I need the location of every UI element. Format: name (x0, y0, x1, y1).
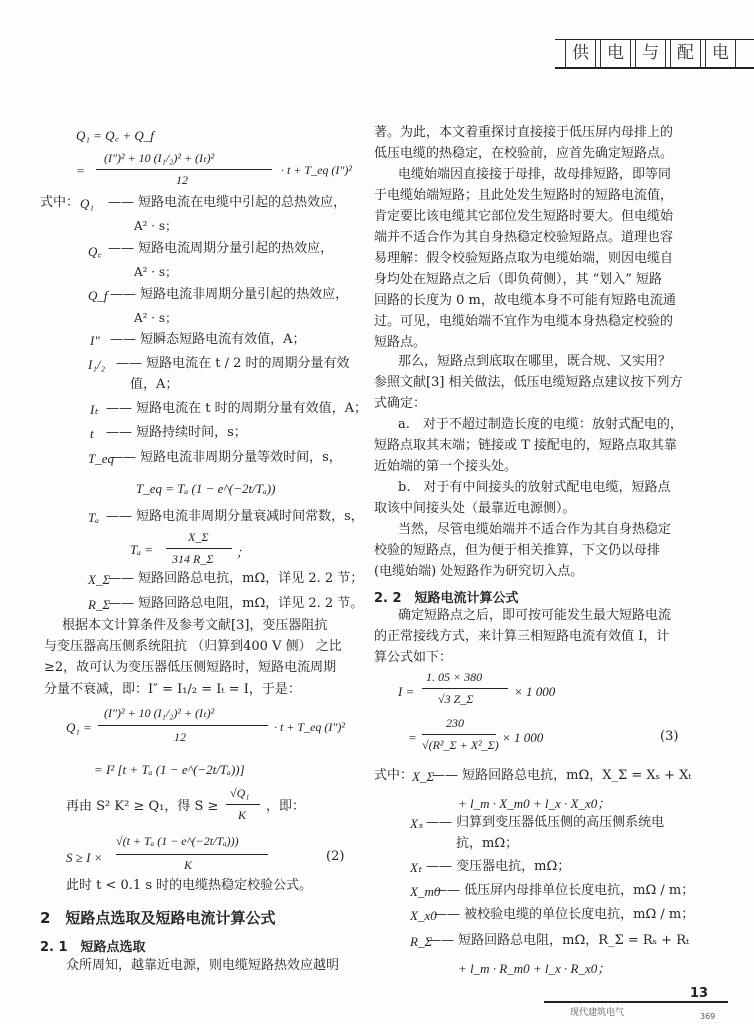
rdef-cont-rs: + l_m · R_m0 + l_x · R_x0； (458, 961, 611, 976)
right-para5-line2: 的正常接线方式，来计算三相短路电流有效值 I，计 (374, 629, 670, 644)
left-para3: 众所周知，越靠近电源，则电缆短路热效应越明 (66, 958, 340, 973)
item-a-line3: 近始端的第一个接头处。 (374, 459, 518, 474)
right-para2-line8: 过。可见，电缆始端不宜作为电缆本身热稳定校验的 (374, 314, 674, 329)
journal-name: 现代建筑电气 (570, 1008, 625, 1018)
def-text-qc: —— 短路电流周期分量引起的热效应， (108, 241, 334, 256)
eq-3a-numerator: 1. 05 × 380 (426, 670, 483, 684)
eq-q3-fraction-bar (98, 725, 268, 726)
eq-q2-denominator: 12 (176, 173, 188, 187)
eq-3b-denominator: √(R²_Σ + X²_Σ) (422, 738, 499, 752)
item-b-line1: b. 对于有中间接头的放射式配电电缆，短路点 (398, 480, 671, 495)
eq-ta-denominator: 314 R_Σ (172, 552, 214, 566)
eq-3a-lhs: I = (398, 684, 415, 699)
eq-q2-tail: · t + T_eq (I″)² (281, 163, 353, 177)
header-char-4: 配 (670, 40, 701, 67)
eq-2-number: (2) (326, 849, 345, 864)
eq-q1: Q₁ = Q꜀ + Q_f (76, 128, 154, 143)
right-para4-line1: 当然，尽管电缆始端并不适合作为其自身热稳定 (398, 522, 672, 537)
right-para2-line5: 易理解：假令校验短路点取为电缆始端，则因电缆自 (374, 251, 674, 266)
rdef-text-xx0: —— 被校验电缆的单位长度电抗，mΩ / m； (434, 907, 695, 922)
header-char-5: 电 (705, 40, 736, 67)
def-sym-it: Iₜ (90, 402, 99, 417)
right-para2-line7: 回路的长度为 0 m，故电缆本身不可能有短路电流通 (374, 293, 676, 308)
left-para1-line1: 根据本文计算条件及参考文献[3]，变压器阻抗 (62, 618, 328, 633)
right-para3-line3: 式确定： (374, 396, 427, 411)
def-text-xs: —— 短路回路总电抗，mΩ，详见 2. 2 节； (108, 571, 364, 586)
rdef-sym-xm0: X_m0 (410, 884, 441, 899)
rdef-text-xm0: —— 低压屏内母排单位长度电抗，mΩ / m； (434, 883, 695, 898)
eq-q5-denominator: K (238, 808, 247, 822)
def-cont-qf: A² · s； (134, 311, 178, 325)
def-text-it: —— 短路电流在 t 时的周期分量有效值，A； (106, 401, 368, 416)
eq-q5-tail: ，即： (266, 799, 306, 814)
eq-3a-denominator: √3 Z_Σ (438, 692, 474, 706)
eq-2-numerator: √(t + Tₐ (1 − e^(−2t/Tₐ))) (116, 834, 239, 848)
right-para1-line2: 低压电缆的热稳定，在校验前，应首先确定短路点。 (374, 146, 674, 161)
rdef-sym-xsys: Xₛ (410, 816, 423, 831)
right-para2-line9: 短路点。 (374, 335, 427, 350)
eq-q5-numerator: √Q₁ (230, 786, 250, 800)
eq-3b-numerator: 230 (446, 716, 464, 730)
def-sym-rs: R_Σ (88, 597, 111, 612)
rdef-cont-xsys: 抗，mΩ； (456, 836, 519, 851)
right-para2-line3: 肯定要比该电缆其它部位发生短路时要大。但电缆始 (374, 209, 674, 224)
right-para1-line1: 著。为此，本文着重探讨直接接于低压屏内母排上的 (374, 125, 674, 140)
right-para3-line1: 那么，短路点到底取在哪里，既合规、又实用？ (398, 354, 672, 369)
right-para4-line3: (电缆始端) 处短路作为研究切入点。 (374, 564, 584, 579)
left-para2: 此时 t < 0.1 s 时的电缆热稳定校验公式。 (66, 878, 313, 893)
def-text-ta: —— 短路电流非周期分量衰减时间常数，s， (106, 509, 364, 524)
right-para2-line1: 电缆始端因直接接于母排，故母排短路，即等同 (398, 167, 672, 182)
rdef-sym-xs: X_Σ (412, 769, 435, 784)
rdef-sym-xx0: X_x0 (410, 908, 437, 923)
right-para4-line2: 校验的短路点，但为便于相关推算，下文仍以母排 (374, 543, 661, 558)
footer-rule (544, 1001, 728, 1003)
eq-3a-fraction-bar (422, 688, 508, 689)
page-number: 13 (690, 986, 709, 1001)
def-cont-q1: A² · s； (134, 219, 178, 233)
item-b-line2: 取该中间接头处（最靠近电源侧）。 (374, 501, 576, 516)
eq-ta-lhs: Tₐ = (130, 542, 154, 557)
header-char-3: 与 (635, 40, 666, 67)
eq-3b-fraction-bar (422, 734, 496, 735)
def-sym-ta: Tₐ (88, 510, 100, 525)
right-para2-line2: 于电缆始端短路；且此处发生短路时的短路电流值， (374, 188, 674, 203)
item-a-line1: a. 对于不超过制造长度的电缆：放射式配电的， (398, 417, 683, 432)
eq-3b-lhs: = (408, 730, 417, 745)
eq-q3-denominator: 12 (174, 730, 186, 744)
left-para1-line3: ≥2，故可认为变压器低压侧短路时，短路电流周期 (44, 660, 337, 675)
right-para5-line3: 算公式如下： (374, 650, 453, 665)
def-text-q1: —— 短路电流在电缆中引起的总热效应， (108, 195, 347, 210)
eq-ta-fraction-bar (166, 548, 232, 549)
eq-2-lhs: S ≥ I × (66, 850, 103, 865)
rdef-sym-xt: Xₜ (410, 860, 422, 875)
def-cont-i12: 值，A； (130, 377, 179, 392)
left-para1-line4: 分量不衰减，即：I″ = I₁/₂ = Iₜ = I，于是： (44, 682, 301, 697)
def-text-ipp: —— 短瞬态短路电流有效值，A； (110, 332, 306, 347)
def-text-rs: —— 短路回路总电阻，mΩ，详见 2. 2 节。 (108, 596, 364, 611)
eq-q2-numerator: (I″)² + 10 (I₁/₂)² + (Iₜ)² (104, 151, 215, 165)
def-sym-ipp: I″ (90, 333, 100, 348)
rdef-text-rs: —— 短路回路总电阻，mΩ，R_Σ = Rₛ + Rₜ (428, 933, 690, 948)
page-number-small: 369 (700, 1012, 716, 1021)
def-sym-teq: T_eq (88, 451, 114, 466)
rdef-sym-rs: R_Σ (410, 934, 433, 949)
eq-q5-fraction-bar (226, 804, 260, 805)
def-sym-qf: Q_f (88, 288, 108, 303)
eq-3-number: (3) (660, 729, 679, 744)
rdef-text-xsys: —— 归算到变压器低压侧的高压侧系统电 (426, 815, 665, 830)
def-text-qf: —— 短路电流非周期分量引起的热效应， (110, 287, 349, 302)
def-intro: 式中： (40, 195, 80, 210)
eq-3b-tail: × 1 000 (502, 730, 544, 745)
header-rule-bottom (555, 67, 754, 69)
right-def-intro: 式中： (374, 768, 414, 783)
section-2-heading: 2 短路点选取及短路电流计算公式 (40, 909, 276, 927)
eq-q3-tail: · t + T_eq (I″)² (274, 720, 346, 734)
header-char-1: 供 (565, 40, 596, 67)
def-sym-xs: X_Σ (88, 572, 111, 587)
def-cont-qc: A² · s； (134, 265, 178, 279)
eq-q5-text: 再由 S² K² ≥ Q₁，得 S ≥ (66, 799, 219, 814)
def-sym-qc: Q꜀ (88, 244, 102, 259)
eq-q4: = I² [t + Tₐ (1 − e^(−2t/Tₐ))] (94, 762, 245, 777)
header-char-2: 电 (600, 40, 631, 67)
eq-q3-lhs: Q₁ = (66, 720, 92, 735)
def-sym-t: t (90, 426, 94, 441)
def-text-i12: —— 短路电流在 t / 2 时的周期分量有效 (116, 356, 350, 371)
rdef-cont-xs: + l_m · X_m0 + l_x · X_x0； (458, 796, 611, 811)
right-para2-line4: 端并不适合作为其自身热稳定校验短路点。道理也容 (374, 230, 674, 245)
eq-teq: T_eq = Tₐ (1 − e^(−2t/Tₐ)) (136, 481, 276, 496)
eq-3a-tail: × 1 000 (514, 684, 556, 699)
right-para2-line6: 身均处在短路点之后（即负荷侧），其 “划入” 短路 (374, 272, 663, 287)
def-text-teq: —— 短路电流非周期分量等效时间，s， (110, 450, 342, 465)
rdef-text-xs: —— 短路回路总电抗，mΩ，X_Σ = Xₛ + Xₜ (432, 768, 692, 783)
def-sym-q1: Q₁ (80, 196, 94, 211)
eq-2-denominator: K (184, 858, 193, 872)
eq-2-fraction-bar (116, 854, 268, 855)
eq-ta-numerator: X_Σ (188, 530, 209, 544)
right-para3-line2: 参照文献[3] 相关做法，低压电缆短路点建议按下列方 (374, 375, 683, 390)
section-2-2-heading: 2. 2 短路电流计算公式 (374, 591, 519, 606)
item-a-line2: 短路点取其末端；链接或 T 接配电的，短路点取其靠 (374, 438, 677, 453)
eq-q2-fraction-bar (96, 169, 272, 170)
eq-q3-numerator: (I″)² + 10 (I₁/₂)² + (Iₜ)² (104, 706, 215, 720)
section-2-1-heading: 2. 1 短路点选取 (40, 940, 146, 955)
def-sym-i12: I₁/₂ (88, 357, 105, 372)
right-para5-line1: 确定短路点之后，即可按可能发生最大短路电流 (398, 608, 672, 623)
rdef-text-xt: —— 变压器电抗，mΩ； (426, 859, 571, 874)
left-para1-line2: 与变压器高压侧系统阻抗 （归算到400 V 侧） 之比 (44, 639, 342, 654)
def-text-t: —— 短路持续时间，s； (106, 425, 247, 440)
